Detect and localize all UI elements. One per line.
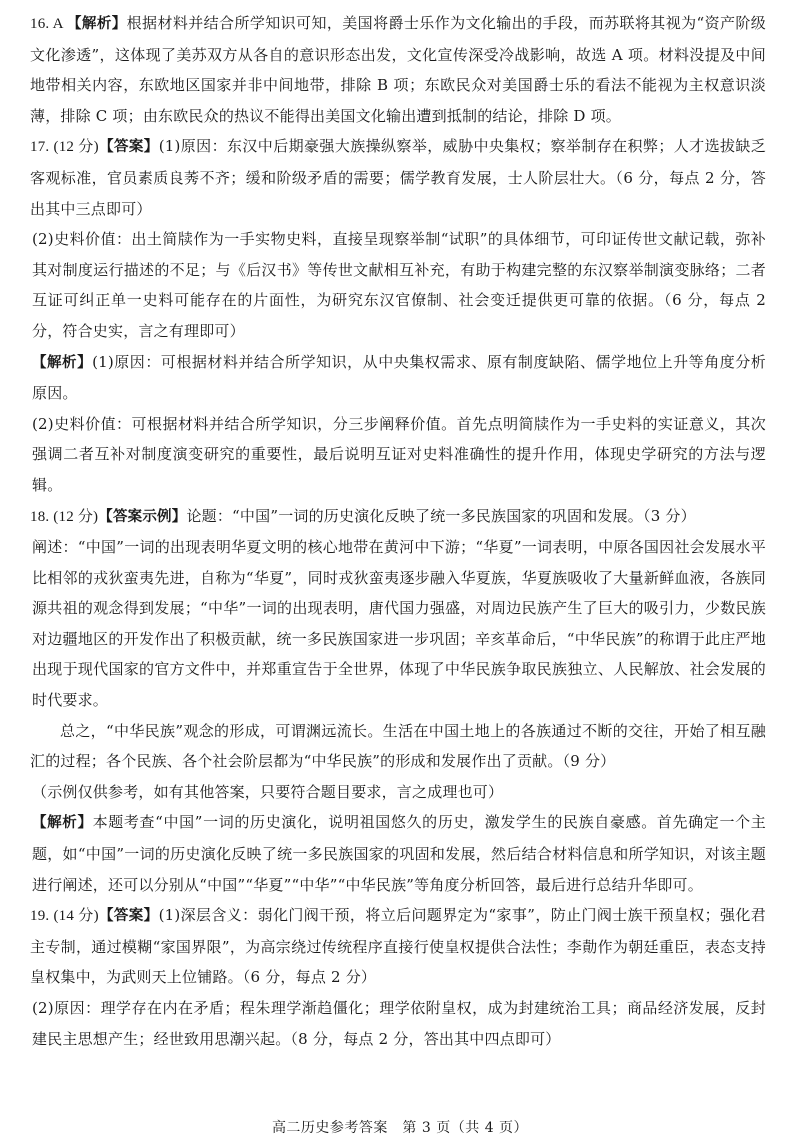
q16-analysis-text: 根据材料并结合所学知识可知，美国将爵士乐作为文化输出的手段，而苏联将其视为“资产阶级文化渗透”，这体现了美苏双方从各自的意识形态出发，文化宣传深受冷战影响，故选 A 项。材料没提及中间地带相关内容，东欧地区国家并非中间地带，排除 B 项；东欧民众对美国爵士乐的看法不能视为主权意识淡薄，排除 C 项；由东欧民众的热议不能得出美国文化输出遭到抵制的结论，排除 D 项。 (30, 14, 766, 125)
q18-analysis (30, 807, 766, 900)
q19-answer-part1 (30, 900, 766, 993)
q18-elaboration: 阐述：“中国”一词的出现表明华夏文明的核心地带在黄河中下游；“华夏”一词表明，中原各国因社会发展水平比相邻的戎狄蛮夷先进，自称为“华夏”，同时戎狄蛮夷逐步融入华夏族，华夏族吸收了大量新鲜血液，各族同源共祖的观念得到发展；“中华”一词的出现表明，唐代国力强盛，对周边民族产生了巨大的吸引力，少数民族对边疆地区的开发作出了积极贡献，统一多民族国家进一步巩固；辛亥革命后，“中华民族”的称谓于此庄严地出现于现代国家的官方文件中，并郑重宣告于全世界，体现了中华民族争取民族独立、人民解放、社会发展的时代要求。 (32, 538, 766, 710)
question-16 (30, 8, 766, 131)
page-footer: 高二历史参考答案 第 3 页（共 4 页） (271, 1120, 529, 1136)
q19-answer-part2: (2)原因：理学存在内在矛盾；程朱理学渐趋僵化；理学依附皇权，成为封建统治工具；商品经济发展，反封建民主思想产生；经世致用思潮兴起。（8 分，每点 2 分，答出其中四点即可） (32, 999, 766, 1048)
q18-answer-example-tag: 【答案示例】 (98, 508, 187, 525)
q16-paragraph (30, 8, 766, 131)
q18-conclusion: 总之，“中华民族”观念的形成，可谓渊远流长。生活在中国土地上的各族通过不断的交往，开始了相互融汇的过程；各个民族、各个社会阶层都为“中华民族”的形成和发展作出了贡献。（9 分） (30, 721, 766, 771)
q17-analysis-part1-text: (1)原因：可根据材料并结合所学知识，从中央集权需求、原有制度缺陷、儒学地位上升等角度分析原因。 (32, 352, 766, 403)
q17-analysis-part2: (2)史料价值：可根据材料并结合所学知识，分三步阐释价值。首先点明简牍作为一手史料的实证意义，其次强调二者互补对制度演变研究的重要性，最后说明互证对史料准确性的提升作用，体现史学研究的方法与逻辑。 (32, 414, 766, 494)
question-19 (30, 900, 766, 1054)
q19-answer-part1-text: (1)深层含义：弱化门阀干预，将立后问题界定为“家事”，防止门阀士族干预皇权；强化君主专制，通过模糊“家国界限”，为高宗绕过传统程序直接行使皇权提供合法性；李勣作为朝廷重臣，表态支持皇权集中，为武则天上位铺路。（6 分，每点 2 分） (30, 906, 766, 987)
q17-answer-part1-text: (1)原因：东汉中后期豪强大族操纵察举，威胁中央集权；察举制存在积弊；人才选拔缺乏客观标准，官员素质良莠不齐；缓和阶级矛盾的需要；儒学教育发展，士人阶层壮大。（6 分，每点 2 分，答出其中三点即可） (30, 137, 766, 218)
q18-analysis-text: 本题考查“中国”一词的历史演化，说明祖国悠久的历史，激发学生的民族自豪感。首先确定一个主题，如“中国”一词的历史演化反映了统一多民族国家的巩固和发展，然后结合材料信息和所学知识，对该主题进行阐述，还可以分别从“中国”“华夏”“中华”“中华民族”等角度分析回答，最后进行总结升华即可。 (32, 813, 766, 894)
q16-analysis-tag: 【解析】 (67, 16, 127, 32)
q18-thesis-text: 论题：“中国”一词的历史演化反映了统一多民族国家的巩固和发展。（3 分） (186, 506, 696, 525)
q19-number: 19. (14 分) (30, 908, 99, 925)
q17-analysis-tag: 【解析】 (32, 354, 93, 371)
q17-analysis-part1 (30, 347, 766, 409)
q17-answer-part2: (2)史料价值：出土简牍作为一手实物史料，直接呈现察举制“试职”的具体细节，可印证传世文献记载，弥补其对制度运行描述的不足；与《后汉书》等传世文献相互补充，有助于构建完整的东汉察举制演变脉络；二者互证可纠正单一史料可能存在的片面性，为研究东汉官僚制、社会变迁提供更可靠的依据。（6 分，每点 2 分，符合史实，言之有理即可） (32, 230, 766, 340)
q18-thesis (30, 501, 766, 533)
q17-number: 17. (12 分) (30, 139, 99, 156)
q17-answer-tag: 【答案】 (98, 139, 159, 156)
q16-number: 16. A (30, 16, 68, 32)
question-17 (30, 131, 766, 500)
question-18 (30, 501, 766, 901)
q18-analysis-tag: 【解析】 (32, 815, 93, 832)
q18-note: （示例仅供参考，如有其他答案，只要符合题目要求，言之成理也可） (32, 782, 504, 801)
q19-answer-tag: 【答案】 (98, 908, 159, 925)
q18-number: 18. (12 分) (30, 508, 99, 525)
q17-answer-part1 (30, 131, 766, 224)
